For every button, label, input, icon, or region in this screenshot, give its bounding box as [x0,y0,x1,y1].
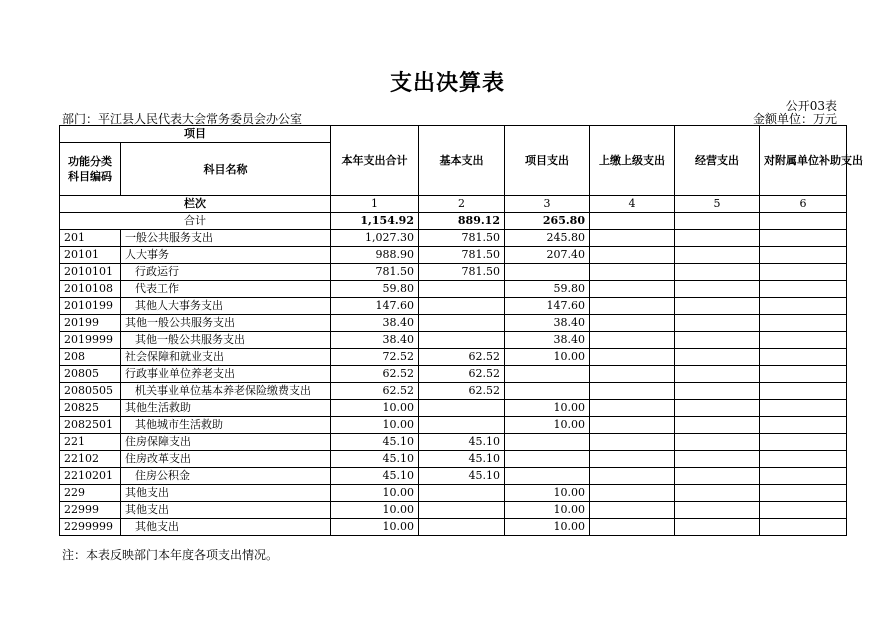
row-project [505,468,590,485]
footnote: 注：本表反映部门本年度各项支出情况。 [62,548,279,562]
table-row [60,383,847,400]
row-name: 人大事务 [121,247,331,264]
row-project: 59.80 [505,281,590,298]
row-upper [590,451,675,468]
row-total: 10.00 [331,519,419,536]
row-basic: 45.10 [419,468,505,485]
row-total: 10.00 [331,485,419,502]
total-business [675,213,760,230]
row-subsidy [760,519,847,536]
row-upper [590,230,675,247]
row-subsidy [760,451,847,468]
row-name: 机关事业单位基本养老保险缴费支出 [121,383,331,400]
table-row [60,434,847,451]
row-code: 2010108 [60,281,121,298]
table-row [60,230,847,247]
row-total: 59.80 [331,281,419,298]
row-subsidy [760,383,847,400]
table-row [60,417,847,434]
header-code: 功能分类科目编码 [60,143,121,196]
unit-label: 金额单位：万元 [752,112,837,126]
row-total: 10.00 [331,502,419,519]
row-total: 781.50 [331,264,419,281]
row-project: 207.40 [505,247,590,264]
row-project: 10.00 [505,485,590,502]
row-business [675,451,760,468]
row-project: 10.00 [505,417,590,434]
row-code: 2010199 [60,298,121,315]
row-upper [590,434,675,451]
row-upper [590,400,675,417]
row-business [675,247,760,264]
row-basic [419,485,505,502]
row-upper [590,485,675,502]
row-business [675,400,760,417]
header-total: 本年支出合计 [331,126,419,196]
row-name: 住房保障支出 [121,434,331,451]
row-upper [590,468,675,485]
table-row [60,247,847,264]
row-business [675,502,760,519]
row-upper [590,315,675,332]
row-upper [590,298,675,315]
row-upper [590,519,675,536]
row-basic: 781.50 [419,230,505,247]
row-code: 20199 [60,315,121,332]
row-name: 行政事业单位养老支出 [121,366,331,383]
row-total: 72.52 [331,349,419,366]
lanci-label: 栏次 [60,196,331,213]
row-project: 10.00 [505,349,590,366]
row-project: 38.40 [505,332,590,349]
row-upper [590,247,675,264]
row-business [675,298,760,315]
table-row [60,502,847,519]
header-business: 经营支出 [675,126,760,196]
row-upper [590,332,675,349]
row-project: 245.80 [505,230,590,247]
row-name: 代表工作 [121,281,331,298]
expenditure-table [59,125,863,536]
row-total: 988.90 [331,247,419,264]
row-code: 221 [60,434,121,451]
row-basic: 45.10 [419,451,505,468]
form-code: 公开03表 [785,99,837,113]
row-name: 其他生活救助 [121,400,331,417]
lanci-col-2: 2 [419,196,505,213]
row-basic [419,417,505,434]
row-code: 20805 [60,366,121,383]
row-basic: 781.50 [419,247,505,264]
lanci-row [60,196,847,213]
row-total: 38.40 [331,315,419,332]
row-code: 229 [60,485,121,502]
table-row [60,400,847,417]
row-code: 20101 [60,247,121,264]
table-row [60,298,847,315]
row-name: 一般公共服务支出 [121,230,331,247]
row-basic: 62.52 [419,366,505,383]
row-name: 社会保障和就业支出 [121,349,331,366]
row-upper [590,383,675,400]
row-subsidy [760,366,847,383]
table-row [60,519,847,536]
row-business [675,332,760,349]
report-title: 支出决算表 [389,71,505,96]
row-basic: 62.52 [419,383,505,400]
row-project [505,434,590,451]
row-total: 38.40 [331,332,419,349]
row-total: 45.10 [331,468,419,485]
row-code: 2210201 [60,468,121,485]
row-basic [419,400,505,417]
row-total: 62.52 [331,366,419,383]
row-business [675,230,760,247]
row-name: 其他人大事务支出 [121,298,331,315]
header-subsidy: 对附属单位补助支出 [760,126,847,196]
row-subsidy [760,485,847,502]
total-basic: 889.12 [419,213,505,230]
row-name: 其他城市生活救助 [121,417,331,434]
row-total: 45.10 [331,451,419,468]
row-project [505,383,590,400]
row-subsidy [760,468,847,485]
row-total: 10.00 [331,400,419,417]
row-business [675,519,760,536]
table-row [60,315,847,332]
row-business [675,281,760,298]
total-row [60,213,847,230]
row-code: 20825 [60,400,121,417]
row-name: 其他一般公共服务支出 [121,332,331,349]
row-subsidy [760,400,847,417]
row-code: 208 [60,349,121,366]
table-row [60,485,847,502]
row-upper [590,264,675,281]
row-subsidy [760,417,847,434]
total-subsidy [760,213,847,230]
row-code: 2299999 [60,519,121,536]
total-sum: 1,154.92 [331,213,419,230]
row-business [675,417,760,434]
row-upper [590,417,675,434]
row-subsidy [760,349,847,366]
row-code: 22999 [60,502,121,519]
row-subsidy [760,298,847,315]
row-business [675,366,760,383]
row-project: 147.60 [505,298,590,315]
row-business [675,468,760,485]
row-code: 2019999 [60,332,121,349]
row-project: 10.00 [505,502,590,519]
row-code: 2010101 [60,264,121,281]
table-row [60,451,847,468]
lanci-col-6: 6 [760,196,847,213]
row-name: 住房公积金 [121,468,331,485]
table-row [60,264,847,281]
total-project: 265.80 [505,213,590,230]
header-name: 科目名称 [121,143,331,196]
row-subsidy [760,264,847,281]
row-total: 45.10 [331,434,419,451]
row-business [675,383,760,400]
row-basic: 62.52 [419,349,505,366]
row-basic [419,519,505,536]
row-code: 201 [60,230,121,247]
row-upper [590,281,675,298]
lanci-col-3: 3 [505,196,590,213]
lanci-col-4: 4 [590,196,675,213]
row-upper [590,502,675,519]
row-upper [590,366,675,383]
header-xiangmu: 项目 [60,126,331,143]
row-subsidy [760,332,847,349]
row-basic [419,332,505,349]
row-subsidy [760,502,847,519]
lanci-col-5: 5 [675,196,760,213]
header-project: 项目支出 [505,126,590,196]
row-name: 行政运行 [121,264,331,281]
row-subsidy [760,230,847,247]
row-code: 22102 [60,451,121,468]
row-business [675,434,760,451]
table-row [60,468,847,485]
row-subsidy [760,434,847,451]
row-total: 147.60 [331,298,419,315]
row-subsidy [760,281,847,298]
row-total: 62.52 [331,383,419,400]
lanci-col-1: 1 [331,196,419,213]
row-business [675,315,760,332]
row-subsidy [760,315,847,332]
row-project [505,264,590,281]
table-row [60,332,847,349]
department-label: 部门：平江县人民代表大会常务委员会办公室 [62,112,303,126]
row-basic [419,281,505,298]
row-basic: 781.50 [419,264,505,281]
table-row [60,349,847,366]
row-business [675,485,760,502]
total-label: 合计 [60,213,331,230]
total-upper [590,213,675,230]
row-upper [590,349,675,366]
row-code: 2082501 [60,417,121,434]
header-upper: 上缴上级支出 [590,126,675,196]
row-project: 38.40 [505,315,590,332]
row-business [675,264,760,281]
row-name: 其他支出 [121,485,331,502]
row-name: 其他一般公共服务支出 [121,315,331,332]
row-name: 其他支出 [121,502,331,519]
row-basic [419,298,505,315]
header-basic: 基本支出 [419,126,505,196]
row-basic [419,315,505,332]
row-project: 10.00 [505,400,590,417]
row-business [675,349,760,366]
table-row [60,366,847,383]
row-subsidy [760,247,847,264]
row-total: 1,027.30 [331,230,419,247]
row-total: 10.00 [331,417,419,434]
row-project [505,366,590,383]
row-basic [419,502,505,519]
row-project [505,451,590,468]
row-name: 住房改革支出 [121,451,331,468]
row-name: 其他支出 [121,519,331,536]
row-code: 2080505 [60,383,121,400]
table-row [60,281,847,298]
row-project: 10.00 [505,519,590,536]
row-basic: 45.10 [419,434,505,451]
